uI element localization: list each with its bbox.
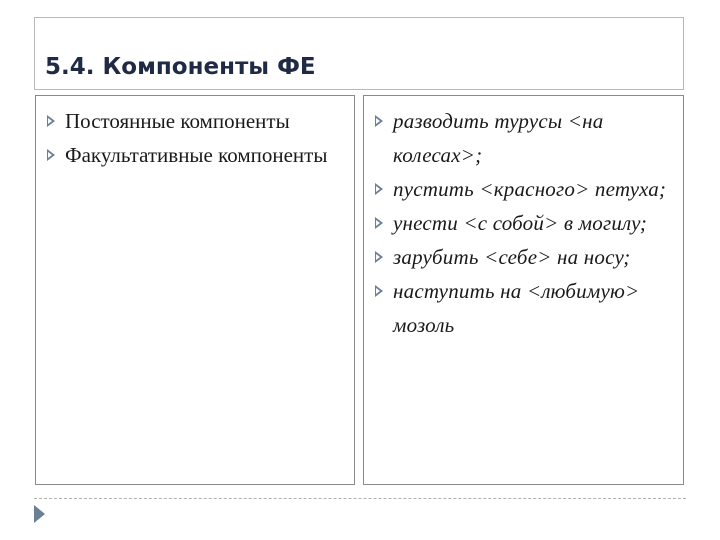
next-slide-arrow-icon[interactable] (34, 505, 45, 523)
list-item-text: Постоянные компоненты (65, 109, 290, 133)
right-panel (363, 95, 684, 485)
list-item-text: разводить турусы <на колесах>; (393, 109, 604, 167)
list-item-text: наступить на <любимую> мозоль (393, 279, 640, 337)
right-bullet-list (372, 104, 679, 342)
triangle-bullet-icon (375, 183, 383, 195)
list-item (372, 240, 679, 274)
list-item (44, 104, 350, 138)
title-box (34, 17, 684, 90)
list-item-text: пустить <красного> петуха; (393, 177, 667, 201)
left-bullet-list (44, 104, 350, 172)
list-item (372, 206, 679, 240)
list-item-text: Факультативные компоненты (65, 143, 328, 167)
triangle-bullet-icon (375, 251, 383, 263)
left-panel (35, 95, 355, 485)
list-item (372, 104, 679, 172)
triangle-bullet-icon (47, 115, 55, 127)
triangle-bullet-icon (47, 149, 55, 161)
footer-divider (34, 498, 686, 499)
triangle-bullet-icon (375, 217, 383, 229)
triangle-bullet-icon (375, 115, 383, 127)
list-item (44, 138, 350, 172)
list-item (372, 172, 679, 206)
list-item (372, 274, 679, 342)
triangle-bullet-icon (375, 285, 383, 297)
list-item-text: зарубить <себе> на носу; (393, 245, 631, 269)
slide-title: 5.4. Компоненты ФЕ (45, 54, 316, 80)
list-item-text: унести <с собой> в могилу; (393, 211, 648, 235)
